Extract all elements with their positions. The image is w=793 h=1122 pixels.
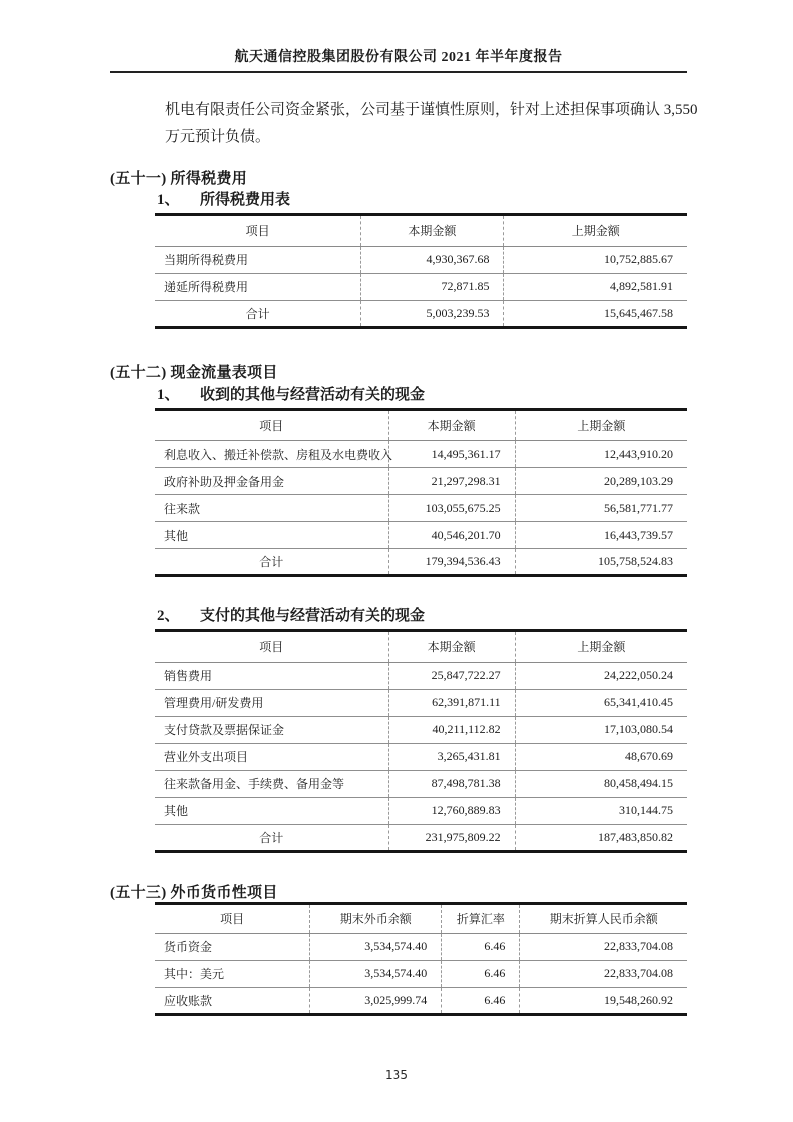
cell-value: 40,211,112.82 [388,716,515,743]
cell-value: 15,645,467.58 [504,300,687,327]
column-header: 项目 [155,411,388,441]
table-row [155,468,687,495]
cell-value: 103,055,675.25 [388,495,515,522]
column-header: 项目 [155,903,310,933]
cell-value: 231,975,809.22 [388,824,515,851]
table-total-row [155,824,687,851]
sub-heading-income-tax [155,191,687,216]
cash-paid-table [155,632,687,853]
cell-value: 24,222,050.24 [515,662,687,689]
page-content [110,97,698,1016]
cell-value: 16,443,739.57 [515,522,687,549]
page-header [110,0,687,73]
cell-value: 14,495,361.17 [388,441,515,468]
section-heading-53: (五十三) 外币货币性项目 [110,884,278,901]
table-row [155,662,687,689]
table-header-row [155,903,687,933]
sub-heading-cash-received [155,386,687,411]
cell-value: 20,289,103.29 [515,468,687,495]
row-label: 合计 [155,549,388,576]
cell-value: 80,458,494.15 [515,770,687,797]
column-header: 上期金额 [515,411,687,441]
intro-paragraph [165,97,698,151]
cell-value: 6.46 [442,933,520,960]
sub-heading-number: 1、 [157,192,180,208]
paragraph-line: 机电有限责任公司资金紧张，公司基于谨慎性原则，针对上述担保事项确认 3,550 [165,102,698,118]
page-number: 135 [385,1068,408,1082]
row-label: 政府补助及押金备用金 [155,468,388,495]
row-label: 合计 [155,300,361,327]
cell-value: 48,670.69 [515,743,687,770]
column-header: 本期金额 [388,632,515,662]
sub-heading-number: 2、 [157,608,180,624]
cell-value: 19,548,260.92 [520,987,687,1014]
sub-heading-title: 所得税费用表 [200,192,291,208]
row-label: 管理费用/研发费用 [155,689,388,716]
table-row [155,770,687,797]
table-row [155,960,687,987]
cash-received-table-block [155,386,687,578]
income-tax-table [155,216,687,329]
row-label: 当期所得税费用 [164,253,249,267]
paragraph-line: 万元预计负债。 [165,129,271,145]
cell-value: 25,847,722.27 [388,662,515,689]
table-total-row [155,300,687,327]
foreign-currency-table [155,902,687,1016]
column-header: 期末折算人民币余额 [520,903,687,933]
row-label: 销售费用 [164,669,213,683]
cell-value: 72,871.85 [361,273,504,300]
sub-heading-number: 1、 [157,386,180,403]
table-header-row [155,632,687,662]
sub-heading-title: 支付的其他与经营活动有关的现金 [200,608,426,624]
cell-value: 3,534,574.40 [310,933,442,960]
column-header: 项目 [155,632,388,662]
cell-value: 4,930,367.68 [361,246,504,273]
sub-heading-cash-paid [155,607,687,632]
column-header: 上期金额 [504,216,687,246]
table-header-row [155,411,687,441]
row-label: 往来款备用金、手续费、备用金等 [155,770,388,797]
table-row [155,273,687,300]
cell-value: 87,498,781.38 [388,770,515,797]
column-header: 本期金额 [361,216,504,246]
row-label: 其他 [155,522,388,549]
column-header: 上期金额 [515,632,687,662]
cell-value: 187,483,850.82 [515,824,687,851]
row-label: 应收账款 [155,987,310,1014]
report-title: 航天通信控股集团股份有限公司 2021 年半年度报告 [234,50,563,65]
cell-value: 3,265,431.81 [388,743,515,770]
cell-value: 12,760,889.83 [388,797,515,824]
cell-value: 3,025,999.74 [310,987,442,1014]
table-row [155,716,687,743]
row-label: 营业外支出项目 [155,743,388,770]
cell-value: 5,003,239.53 [361,300,504,327]
cell-value: 62,391,871.11 [388,689,515,716]
row-label: 合计 [155,824,388,851]
foreign-currency-table-block [155,902,687,1016]
sub-heading-title: 收到的其他与经营活动有关的现金 [200,386,426,403]
table-row [155,689,687,716]
table-row [155,522,687,549]
row-label: 货币资金 [164,940,213,954]
column-header: 期末外币余额 [310,903,442,933]
cell-value: 22,833,704.08 [520,933,687,960]
income-tax-table-block [155,191,687,329]
table-row [155,933,687,960]
cell-value: 56,581,771.77 [515,495,687,522]
row-label: 利息收入、搬迁补偿款、房租及水电费收入 [164,447,393,462]
table-row [155,987,687,1014]
cell-value: 310,144.75 [515,797,687,824]
column-header: 项目 [155,216,361,246]
table-row [155,495,687,522]
row-label: 递延所得税费用 [155,273,361,300]
cell-value: 179,394,536.43 [388,549,515,576]
cell-value: 40,546,201.70 [388,522,515,549]
table-row [155,441,687,468]
section-heading-52: (五十二) 现金流量表项目 [110,364,278,381]
row-label: 往来款 [155,495,388,522]
row-label: 其中：美元 [155,960,310,987]
cell-value: 12,443,910.20 [515,441,687,468]
cell-value: 17,103,080.54 [515,716,687,743]
table-header-row [155,216,687,246]
cell-value: 3,534,574.40 [310,960,442,987]
table-row [155,743,687,770]
section-heading-51: (五十一) 所得税费用 [110,171,248,187]
cell-value: 105,758,524.83 [515,549,687,576]
row-label: 支付贷款及票据保证金 [155,716,388,743]
row-label: 其他 [155,797,388,824]
cell-value: 6.46 [442,987,520,1014]
table-row [155,797,687,824]
cash-received-table [155,411,687,578]
cell-value: 10,752,885.67 [504,246,687,273]
table-total-row [155,549,687,576]
cash-paid-table-block [155,607,687,853]
cell-value: 22,833,704.08 [520,960,687,987]
column-header: 本期金额 [388,411,515,441]
cell-value: 21,297,298.31 [388,468,515,495]
cell-value: 4,892,581.91 [504,273,687,300]
column-header: 折算汇率 [442,903,520,933]
cell-value: 6.46 [442,960,520,987]
table-row [155,246,687,273]
cell-value: 65,341,410.45 [515,689,687,716]
